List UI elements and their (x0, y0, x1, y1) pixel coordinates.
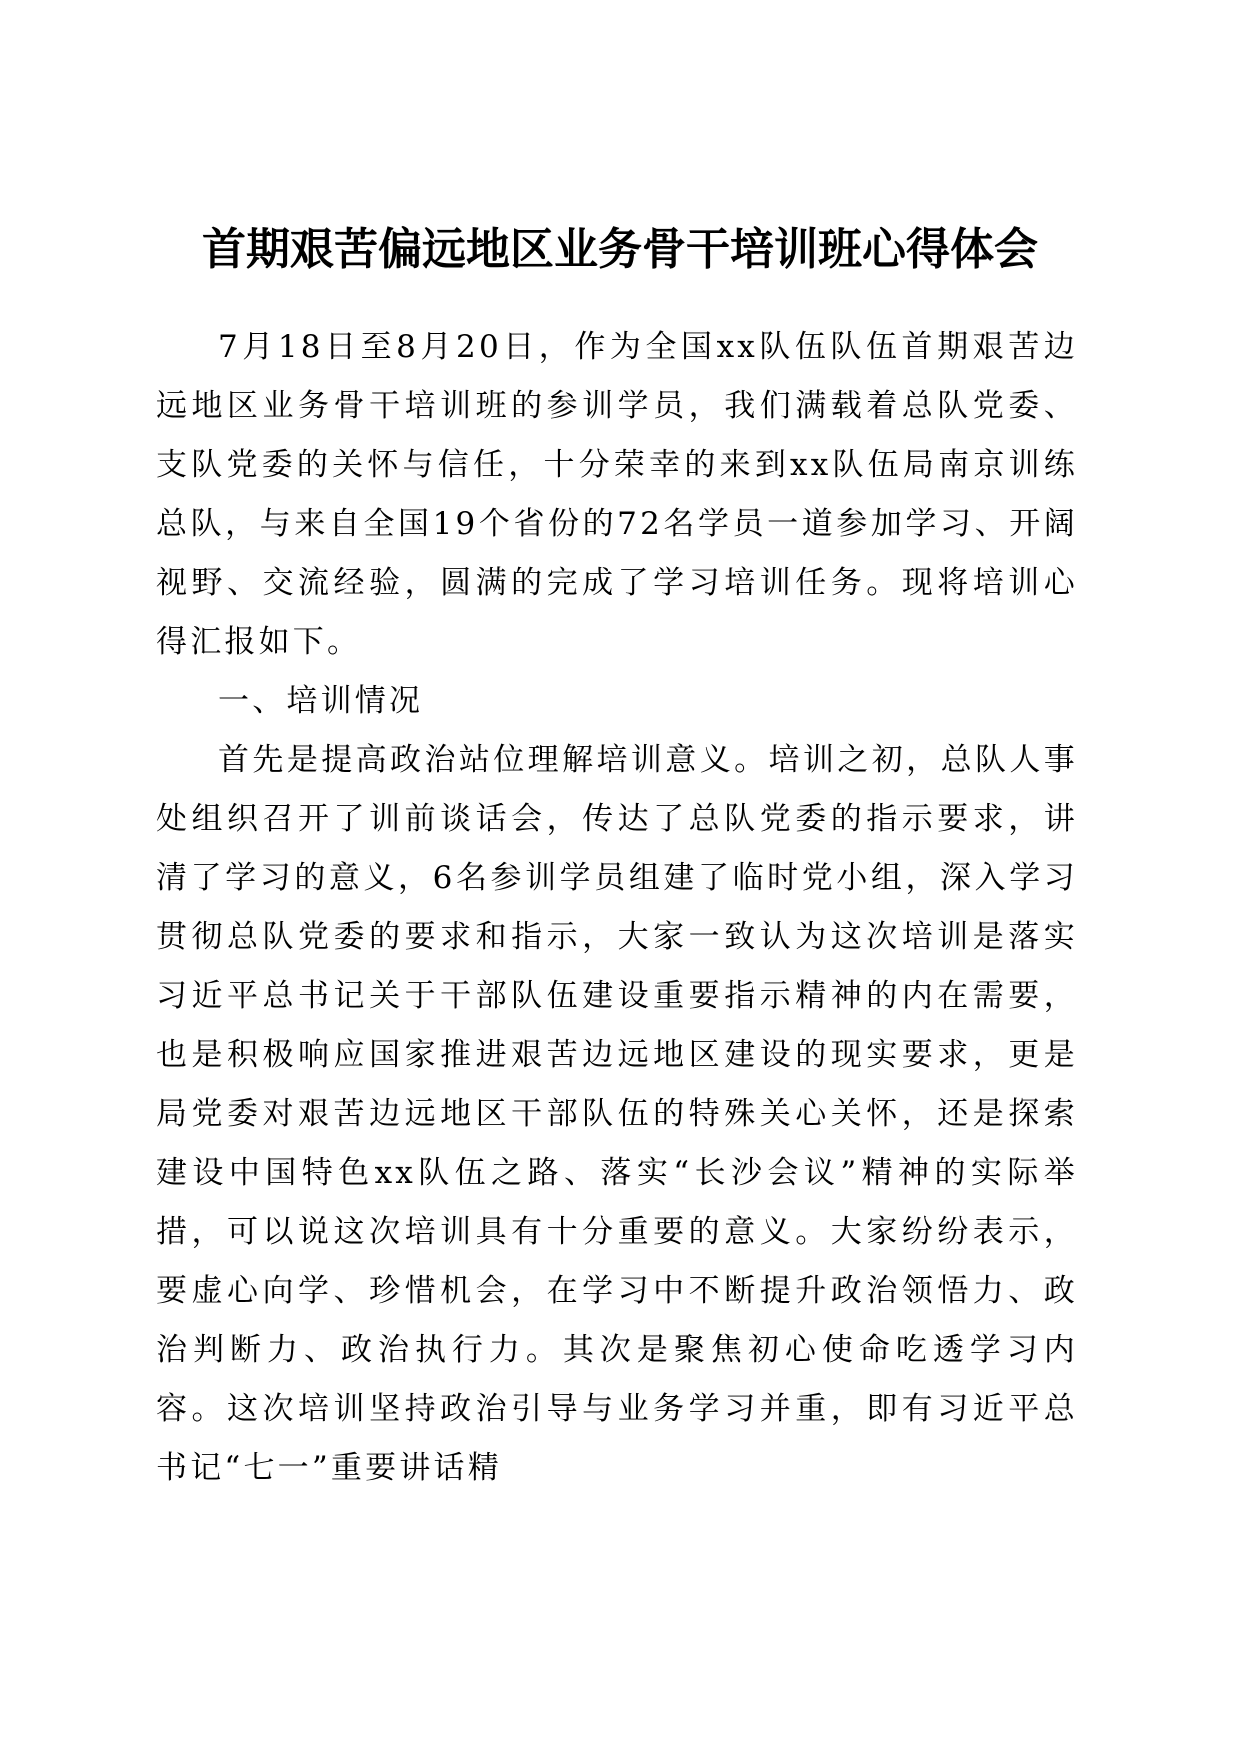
section-heading: 一、培训情况 (218, 683, 424, 719)
intro-paragraph: 7月18日至8月20日，作为全国xx队伍队伍首期艰苦边远地区业务骨干培训班的参训学员，我们满载着总队党委、支队党委的关怀与信任，十分荣幸的来到xx队伍局南京训练总队，与来自全国19个省份的72名学员一道参加学习、开阔视野、交流经验，圆满的完成了学习培训任务。现将培训心得汇报如下。 (156, 329, 1078, 660)
document-body (156, 318, 1078, 1498)
document-title: 首期艰苦偏远地区业务骨干培训班心得体会 (202, 224, 1038, 275)
section-paragraph: 首先是提高政治站位理解培训意义。培训之初，总队人事处组织召开了训前谈话会，传达了总队党委的指示要求，讲清了学习的意义，6名参训学员组建了临时党小组，深入学习贯彻总队党委的要求和指示，大家一致认为这次培训是落实习近平总书记关于干部队伍建设重要指示精神的内在需要，也是积极响应国家推进艰苦边远地区建设的现实要求，更是局党委对艰苦边远地区干部队伍的特殊关心关怀，还是探索建设中国特色xx队伍之路、落实“长沙会议”精神的实际举措，可以说这次培训具有十分重要的意义。大家纷纷表示，要虚心向学、珍惜机会，在学习中不断提升政治领悟力、政治判断力、政治执行力。其次是聚焦初心使命吃透学习内容。这次培训坚持政治引导与业务学习并重，即有习近平总书记“七一”重要讲话精 (156, 742, 1078, 1486)
